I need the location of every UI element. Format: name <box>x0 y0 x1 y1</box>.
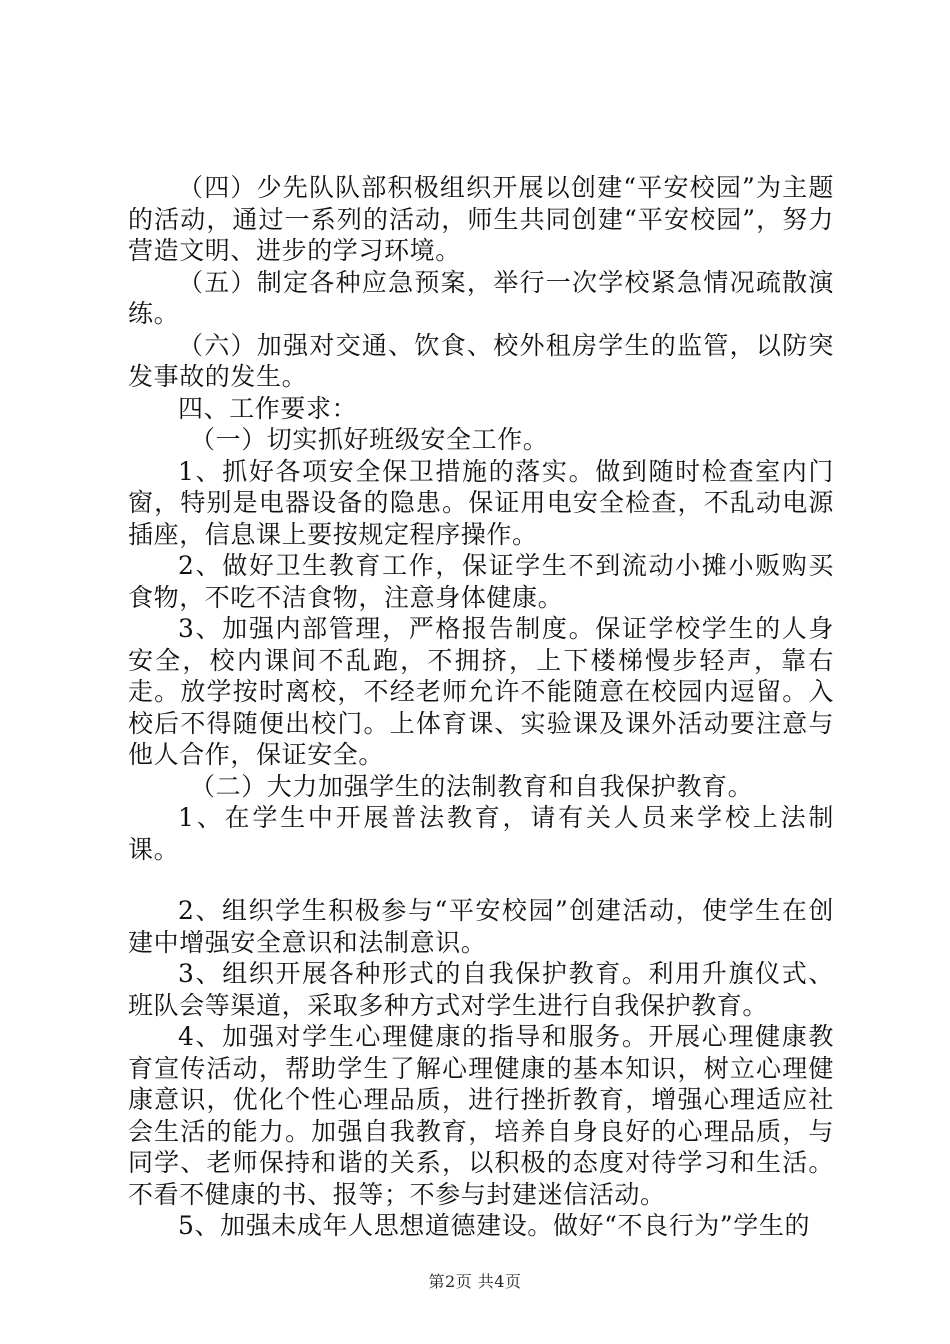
paragraph-item-3-self-protection: 3、组织开展各种形式的自我保护教育。利用升旗仪式、班队会等渠道，采取多种方式对学生进行自我保护教育。 <box>128 959 834 1020</box>
subheading-class-safety: （一）切实抓好班级安全工作。 <box>190 425 549 454</box>
paragraph-section-5: （五）制定各种应急预案，举行一次学校紧急情况疏散演练。 <box>128 267 834 328</box>
page-footer <box>0 1272 950 1292</box>
paragraph-item-2-safe-campus: 2、组织学生积极参与“平安校园”创建活动，使学生在创建中增强安全意识和法制意识。 <box>128 896 834 957</box>
paragraph-item-2-hygiene: 2、做好卫生教育工作，保证学生不到流动小摊小贩购买食物，不吃不洁食物，注意身体健康。 <box>128 551 834 612</box>
paragraph-item-4-mental-health: 4、加强对学生心理健康的指导和服务。开展心理健康教育宣传活动，帮助学生了解心理健康的基本知识，树立心理健康意识，优化个性心理品质，进行挫折教育，增强心理适应社会生活的能力。加强自我教育，培养自身良好的心理品质，与同学、老师保持和谐的关系，以积极的态度对待学习和生活。不看不健康的书、报等；不参与封建迷信活动。 <box>128 1022 834 1209</box>
document-body <box>128 172 834 1242</box>
paragraph-item-3-management: 3、加强内部管理，严格报告制度。保证学校学生的人身安全，校内课间不乱跑，不拥挤，上下楼梯慢步轻声，靠右走。放学按时离校，不经老师允许不能随意在校园内逗留。入校后不得随便出校门。上体育课、实验课及课外活动要注意与他人合作，保证安全。 <box>128 614 834 769</box>
heading-work-requirements: 四、工作要求： <box>178 393 358 423</box>
subheading-legal-education: （二）大力加强学生的法制教育和自我保护教育。 <box>190 771 754 801</box>
paragraph-item-1-safety-measures: 1、抓好各项安全保卫措施的落实。做到随时检查室内门窗，特别是电器设备的隐患。保证用电安全检查，不乱动电源插座，信息课上要按规定程序操作。 <box>128 456 834 549</box>
paragraph-item-1-law-education: 1、在学生中开展普法教育，请有关人员来学校上法制课。 <box>128 803 834 864</box>
paragraph-section-6: （六）加强对交通、饮食、校外租房学生的监管，以防突发事故的发生。 <box>128 330 834 391</box>
page-number-label: 第2页 共4页 <box>428 1272 522 1291</box>
paragraph-item-5-moral-education: 5、加强未成年人思想道德建设。做好“不良行为”学生的 <box>178 1211 811 1240</box>
paragraph-section-4: （四）少先队队部积极组织开展以创建“平安校园”为主题的活动，通过一系列的活动，师生共同创建“平安校园”，努力营造文明、进步的学习环境。 <box>128 173 834 265</box>
